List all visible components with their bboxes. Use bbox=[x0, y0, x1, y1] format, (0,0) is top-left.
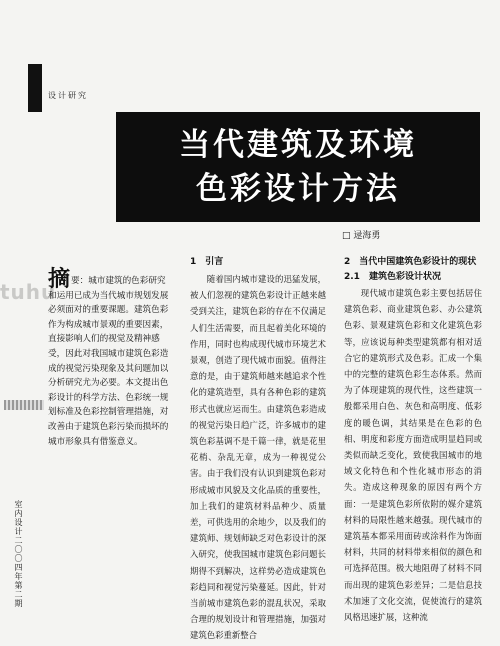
section2-subheading: 2.1 建筑色彩设计状况 bbox=[344, 272, 441, 282]
section2-heading: 2 当代中国建筑色彩设计的现状 bbox=[344, 257, 477, 267]
section2-body: 现代城市建筑色彩主要包括居住建筑色彩、商业建筑色彩、办公建筑色彩、景观建筑色彩和文化建筑色彩等，应该说每种类型建筑都有相对适合它的建筑形式及色彩。汇成一个集中的完整的建筑色彩生态体系。然而为了体现建筑的现代性，这些建筑一般都采用白色、灰色和高明度、低彩度的暖色调，其结果是在色彩的色相、明度和彩度方面造成明显趋同或类似而缺乏变化，致使我国城市的地域文化特色和个性化城市形态的消失。造成这种现象的原因有两个方面：一是建筑色彩所依附的媒介建筑材料的局限性越来越强。现代城市的建筑基本都采用面砖或涂料作为饰面材料，共同的材料带来相似的颜色和可选择范围。极大地阻碍了材料不同而出现的建筑色彩差异；二是信息技术加速了文化交流，促使流行的建筑风格迅速扩展，这种流 bbox=[344, 288, 482, 623]
journal-vertical-label: 室内设计二〇〇四年第二期 bbox=[14, 500, 23, 608]
section1-body: 随着国内城市建设的迅猛发展，被人们忽视的建筑色彩设计正越来越受到关注，建筑色彩的存在不仅满足人们生活需要，而且起着美化环境的作用，同时也构成现代城市环境艺术景观，创造了现代城市面貌。值得注意的是，由于建筑师越来越追求个性化的建筑造型，具有各种色彩的建筑形式也就应运而生。由建筑色彩造成的视觉污染日趋广泛，许多城市的建筑色彩基调不是千篇一律，就是花里花梢、杂乱无章，成为一种视觉公害。由于我们没有认识到建筑色彩对形成城市风貌及文化品质的重要性，加上我们的建筑材料品种少、质量差，可供选用的余地少，以及我们的建筑师、规划师缺乏对色彩设计的深入研究，使我国城市建筑色彩问题长期得不到解决，这样势必造成建筑色彩趋同和视觉污染蔓延。因此，针对当前城市建筑色彩的混乱状况，采取合理的规划设计和管理措施，加强对建筑色彩重新整合 bbox=[190, 274, 326, 641]
section-label: 设计研究 bbox=[48, 91, 88, 100]
title-line-1: 当代建筑及环境 bbox=[179, 127, 417, 163]
scan-mark bbox=[4, 400, 44, 410]
title-line-2: 色彩设计方法 bbox=[196, 171, 400, 207]
column-right bbox=[344, 256, 482, 625]
author: □ 逯海勇 bbox=[342, 231, 381, 241]
abstract-lead-char: 摘 bbox=[48, 266, 71, 292]
abstract-text: 要：城市建筑的色彩研究和运用已成为当代城市规划发展必须面对的重要课题。建筑色彩作为构成城市景观的重要因素，直接影响人们的视觉及精神感受，因此对我国城市建筑色彩造成的视觉污染现象及其问题加以分析研究尤为必要。本文提出色彩设计的科学方法、色彩统一规划标准及色彩控制管理措施，对改善由于建筑色彩污染而损坏的城市形象具有借鉴意义。 bbox=[48, 276, 169, 447]
title-banner bbox=[116, 112, 480, 222]
column-middle bbox=[190, 256, 326, 644]
abstract bbox=[48, 266, 170, 449]
corner-block bbox=[28, 64, 42, 112]
watermark: tuhu bbox=[0, 280, 57, 304]
section1-heading: 1 引言 bbox=[190, 257, 224, 267]
